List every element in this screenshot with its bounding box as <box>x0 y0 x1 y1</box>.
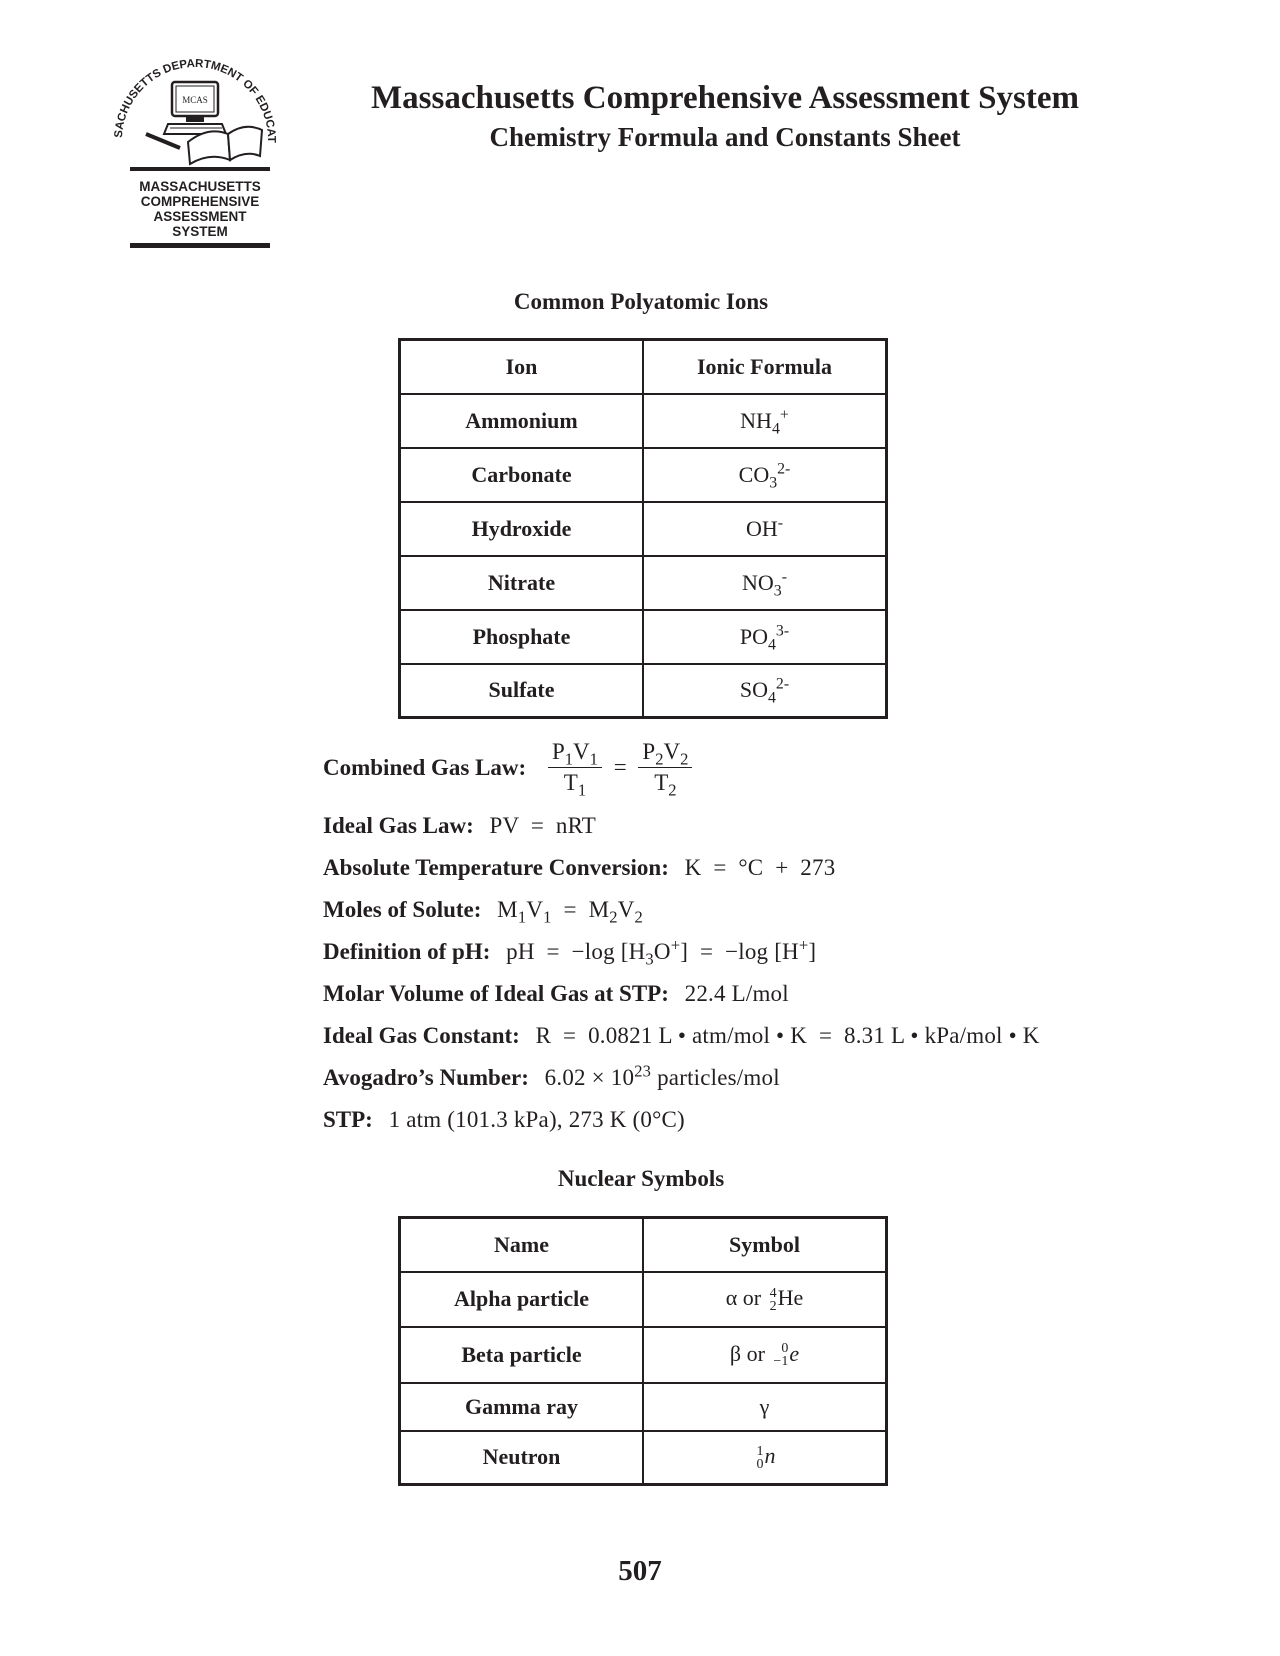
logo-arc-text: SACHUSETTS DEPARTMENT OF EDUCAT <box>112 57 278 143</box>
logo-screen-text: MCAS <box>182 95 208 105</box>
table-row <box>400 1327 887 1383</box>
table-header-row <box>400 340 887 394</box>
formula-label: Moles of Solute: <box>323 897 482 922</box>
logo-line: ASSESSMENT <box>153 209 247 224</box>
ion-formula: $SO_4^{2-}$ <box>643 664 887 718</box>
formula-label: Molar Volume of Ideal Gas at STP: <box>323 981 669 1006</box>
page-title: Massachusetts Comprehensive Assessment System <box>371 80 1079 116</box>
formula-value: 1 atm (101.3 kPa), 273 K (0°C) <box>388 1107 685 1132</box>
table-row <box>400 1431 887 1485</box>
particle-symbol: β or 0 −1 e <box>643 1327 887 1383</box>
table-header-row <box>400 1218 887 1272</box>
column-header: Ion <box>400 340 644 394</box>
particle-name: Alpha particle <box>400 1272 644 1327</box>
formula-label: Definition of pH: <box>323 939 491 964</box>
ion-formula: $CO_3^{2-}$ <box>643 448 887 502</box>
particle-name: Beta particle <box>400 1327 644 1383</box>
column-header: Ionic Formula <box>643 340 887 394</box>
molar-volume <box>323 981 789 1007</box>
ion-formula: $PO_4^{3-}$ <box>643 610 887 664</box>
ion-name: Ammonium <box>400 394 644 448</box>
formula-value: PV = nRT <box>489 813 597 838</box>
page-number: 507 <box>618 1555 662 1587</box>
formula-label: STP: <box>323 1107 373 1132</box>
table-row <box>400 1383 887 1431</box>
formula-label: Ideal Gas Law: <box>323 813 474 838</box>
stp <box>323 1107 685 1133</box>
formula-label: Combined Gas Law: <box>323 754 527 780</box>
nuclear-table <box>398 1216 888 1486</box>
avogadros-number <box>323 1061 780 1091</box>
logo-line: MASSACHUSETTS <box>139 179 261 194</box>
ion-formula: OH- <box>643 502 887 556</box>
table-row <box>400 610 887 664</box>
table-row <box>400 556 887 610</box>
ion-name: Sulfate <box>400 664 644 718</box>
equals-sign: = <box>613 754 627 780</box>
formula-label: Ideal Gas Constant: <box>323 1023 520 1048</box>
ideal-gas-law <box>323 813 596 839</box>
nuclear-section-title: Nuclear Symbols <box>557 1166 725 1191</box>
particle-name: Neutron <box>400 1431 644 1485</box>
page-subtitle: Chemistry Formula and Constants Sheet <box>489 122 961 152</box>
moles-of-solute <box>323 897 644 927</box>
formula-value: K = °C + 273 <box>684 855 836 880</box>
mcas-logo <box>110 22 280 252</box>
table-row <box>400 394 887 448</box>
fraction-left: $\frac{P_1V_1}{T_1}$ <box>548 738 602 797</box>
formula-value: R = 0.0821 L • atm/mol • K = 8.31 L • kPa/mol • K <box>535 1023 1040 1048</box>
ions-table <box>398 338 888 719</box>
particle-symbol: γ <box>643 1383 887 1431</box>
ions-section-title: Common Polyatomic Ions <box>513 289 769 314</box>
logo-line: SYSTEM <box>172 224 228 239</box>
particle-name: Gamma ray <box>400 1383 644 1431</box>
logo-line: COMPREHENSIVE <box>140 194 260 209</box>
ion-name: Hydroxide <box>400 502 644 556</box>
definition-of-ph <box>323 935 817 969</box>
logo-emblem <box>110 22 280 172</box>
table-row <box>400 502 887 556</box>
formula-value: $M_1V_1 = M_2V_2$ <box>497 897 644 927</box>
formula-value: $6.02 \times 10^{23}$ particles/mol <box>544 1061 780 1090</box>
formula-value: pH = −log $[H_3O^+] = -\log$ [H+] <box>506 935 817 969</box>
absolute-temperature <box>323 855 835 881</box>
column-header: Name <box>400 1218 644 1272</box>
ion-name: Phosphate <box>400 610 644 664</box>
table-row <box>400 664 887 718</box>
table-row <box>400 448 887 502</box>
formula-label: Absolute Temperature Conversion: <box>323 855 669 880</box>
logo-caption <box>130 167 270 248</box>
ion-formula: $NO_3^-$ <box>643 556 887 610</box>
ion-name: Nitrate <box>400 556 644 610</box>
column-header: Symbol <box>643 1218 887 1272</box>
particle-symbol: α or 4 2 He <box>643 1272 887 1327</box>
particle-symbol: 1 0 n <box>643 1431 887 1485</box>
ion-formula: $NH_4^+$ <box>643 394 887 448</box>
table-row <box>400 1272 887 1327</box>
formula-label: Avogadro’s Number: <box>323 1065 529 1090</box>
ion-name: Carbonate <box>400 448 644 502</box>
formula-value: 22.4 L/mol <box>684 981 789 1006</box>
ideal-gas-constant <box>323 1023 1040 1049</box>
fraction-right: $\frac{P_2V_2}{T_2}$ <box>638 738 692 797</box>
combined-gas-law <box>323 738 698 800</box>
